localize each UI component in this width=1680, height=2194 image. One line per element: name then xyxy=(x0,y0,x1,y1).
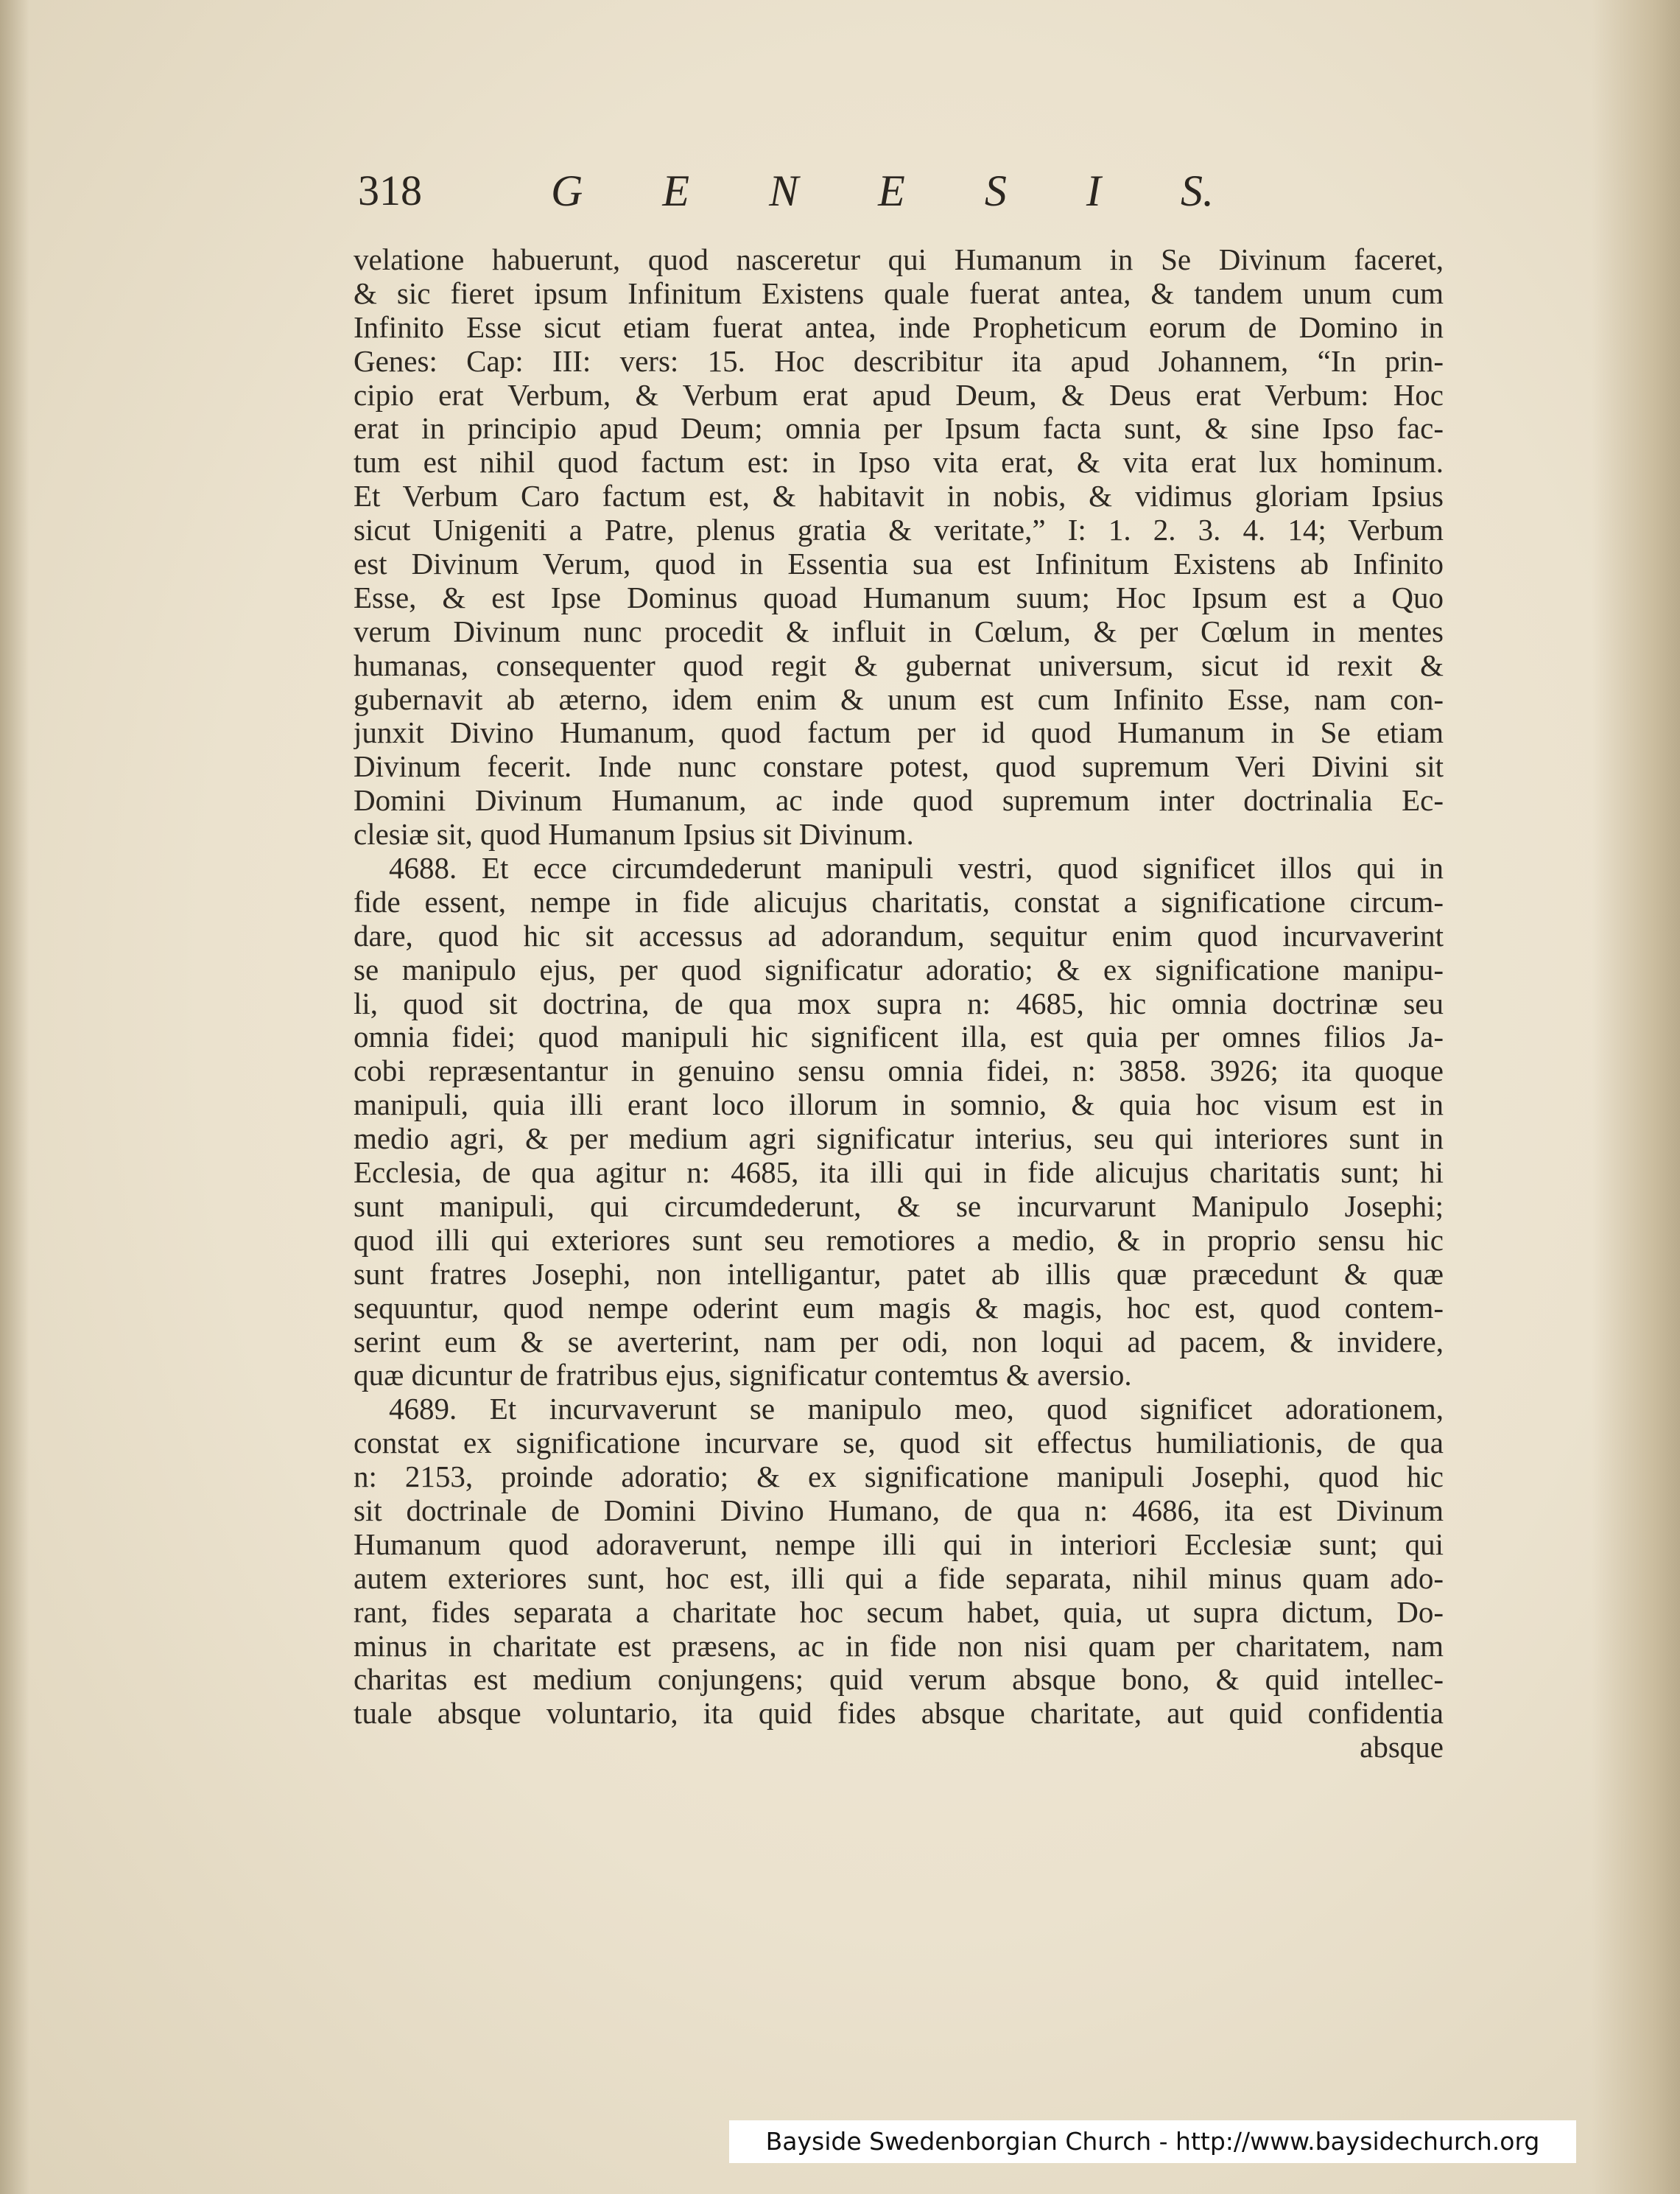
text-line: cipio erat Verbum, & Verbum erat apud Deum, & Deus erat Verbum: Hoc xyxy=(354,378,1444,412)
text-line: rant, fides separata a charitate hoc secum habet, quia, ut supra dictum, Do- xyxy=(354,1595,1444,1629)
text-line: erat in principio apud Deum; omnia per Ipsum facta sunt, & sine Ipso fac- xyxy=(354,412,1444,446)
running-head-letter: S xyxy=(984,167,1007,215)
text-line: Esse, & est Ipse Dominus quoad Humanum suum; Hoc Ipsum est a Quo xyxy=(354,581,1444,614)
running-head-letter: S. xyxy=(1180,167,1214,215)
text-line: serint eum & se averterint, nam per odi, non loqui ad pacem, & invidere, xyxy=(354,1325,1444,1359)
text-line: velatione habuerunt, quod nasceretur qui Humanum in Se Divinum faceret, xyxy=(354,243,1444,276)
text-line: medio agri, & per medium agri significatur interius, seu qui interiores sunt in xyxy=(354,1122,1444,1156)
text-line: Ecclesia, de qua agitur n: 4685, ita illi qui in fide alicujus charitatis sunt; hi xyxy=(354,1156,1444,1190)
text-line: sunt manipuli, qui circumdederunt, & se incurvarunt Manipulo Josephi; xyxy=(354,1189,1444,1223)
text-line: est Divinum Verum, quod in Essentia sua est Infinitum Existens ab Infinito xyxy=(354,547,1444,581)
text-line: gubernavit ab æterno, idem enim & unum est cum Infinito Esse, nam con- xyxy=(354,682,1444,716)
text-line: Domini Divinum Humanum, ac inde quod supremum inter doctrinalia Ec- xyxy=(354,784,1444,818)
text-line: tum est nihil quod factum est: in Ipso vita erat, & vita erat lux hominum. xyxy=(354,446,1444,480)
text-line: fide essent, nempe in fide alicujus charitatis, constat a significatione circum- xyxy=(354,885,1444,919)
page-number: 318 xyxy=(358,167,422,214)
footer-banner: Bayside Swedenborgian Church - http://www.baysidechurch.org xyxy=(729,2120,1576,2163)
text-line: sunt fratres Josephi, non intelligantur, patet ab illis quæ præcedunt & quæ xyxy=(354,1257,1444,1291)
text-line: omnia fidei; quod manipuli hic significent illa, est quia per omnes filios Ja- xyxy=(354,1020,1444,1054)
page-edge-shadow xyxy=(1592,0,1680,2194)
text-line: sequuntur, quod nempe oderint eum magis & magis, hoc est, quod contem- xyxy=(354,1291,1444,1325)
page-gutter-shadow xyxy=(0,0,29,2194)
text-line: dare, quod hic sit accessus ad adorandum, sequitur enim quod incurvaverint xyxy=(354,919,1444,953)
text-line: manipuli, quia illi erant loco illorum in somnio, & quia hoc visum est in xyxy=(354,1088,1444,1122)
paragraph-4688-start: 4688. Et ecce circumdederunt manipuli vestri, quod significet illos qui in xyxy=(389,852,1444,886)
text-line: constat ex significatione incurvare se, quod sit effectus humiliationis, de qua xyxy=(354,1426,1444,1460)
text-line: autem exteriores sunt, hoc est, illi qui a fide separata, nihil minus quam ado- xyxy=(354,1561,1444,1595)
running-head-letter: E xyxy=(662,167,690,215)
text-line: sit doctrinale de Domini Divino Humano, de qua n: 4686, ita est Divinum xyxy=(354,1493,1444,1527)
text-line: sicut Unigeniti a Patre, plenus gratia & veritate,” I: 1. 2. 3. 4. 14; Verbum xyxy=(354,514,1444,547)
text-line: minus in charitate est præsens, ac in fide non nisi quam per charitatem, nam xyxy=(354,1629,1444,1663)
running-head xyxy=(551,166,1214,217)
text-line: Humanum quod adoraverunt, nempe illi qui in interiori Ecclesiæ sunt; qui xyxy=(354,1527,1444,1561)
text-line: verum Divinum nunc procedit & influit in Cœlum, & per Cœlum in mentes xyxy=(354,614,1444,648)
text-line: Genes: Cap: III: vers: 15. Hoc describitur ita apud Johannem, “In prin- xyxy=(354,344,1444,378)
catchword: absque xyxy=(1360,1731,1444,1764)
text-line: se manipulo ejus, per quod significatur adoratio; & ex significatione manipu- xyxy=(354,953,1444,986)
text-line: li, quod sit doctrina, de qua mox supra n: 4685, hic omnia doctrinæ seu xyxy=(354,986,1444,1020)
body-text xyxy=(354,243,1444,1764)
text-line: tuale absque voluntario, ita quid fides absque charitate, aut quid confidentia xyxy=(354,1697,1444,1731)
text-line: clesiæ sit, quod Humanum Ipsius sit Divinum. xyxy=(354,818,914,852)
text-line: quod illi qui exteriores sunt seu remotiores a medio, & in proprio sensu hic xyxy=(354,1223,1444,1257)
running-head-letter: I xyxy=(1086,167,1101,215)
text-line: Et Verbum Caro factum est, & habitavit in nobis, & vidimus gloriam Ipsius xyxy=(354,480,1444,514)
text-line: Divinum fecerit. Inde nunc constare potest, quod supremum Veri Divini sit xyxy=(354,750,1444,784)
text-line: Infinito Esse sicut etiam fuerat antea, inde Propheticum eorum de Domino in xyxy=(354,310,1444,344)
page-header xyxy=(352,166,1258,232)
paragraph-4689-start: 4689. Et incurvaverunt se manipulo meo, quod significet adorationem, xyxy=(389,1392,1444,1426)
text-line: quæ dicuntur de fratribus ejus, significatur contemtus & aversio. xyxy=(354,1359,1132,1392)
running-head-letter: E xyxy=(878,167,905,215)
text-line: n: 2153, proinde adoratio; & ex significatione manipuli Josephi, quod hic xyxy=(354,1460,1444,1494)
running-head-letter: G xyxy=(551,167,583,215)
text-line: junxit Divino Humanum, quod factum per id quod Humanum in Se etiam xyxy=(354,716,1444,750)
text-line: charitas est medium conjungens; quid verum absque bono, & quid intellec- xyxy=(354,1663,1444,1697)
text-line: humanas, consequenter quod regit & gubernat universum, sicut id rexit & xyxy=(354,648,1444,682)
text-line: cobi repræsentantur in genuino sensu omnia fidei, n: 3858. 3926; ita quoque xyxy=(354,1054,1444,1088)
running-head-letter: N xyxy=(769,167,799,215)
text-line: & sic fieret ipsum Infinitum Existens quale fuerat antea, & tandem unum cum xyxy=(354,276,1444,310)
